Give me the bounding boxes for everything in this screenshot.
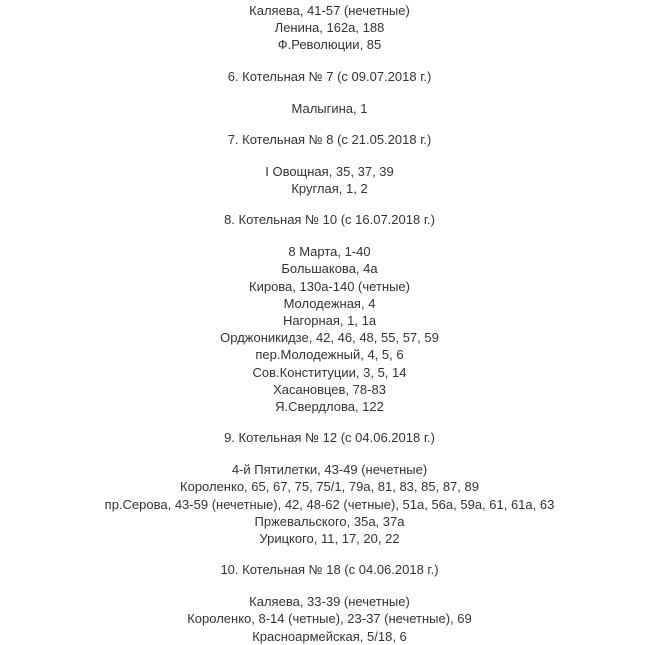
address-line: пр.Серова, 43-59 (нечетные), 42, 48-62 (четные), 51а, 56а, 59а, 61, 61а, 63 [104, 496, 555, 512]
address-line: Каляева, 41-57 (нечетные) [249, 3, 410, 18]
address-line: 4-й Пятилетки, 43-49 (нечетные) [231, 462, 428, 478]
address-line: Короленко, 65, 67, 75, 75/1, 79а, 81, 83, 85, 87, 89 [180, 479, 479, 495]
section-heading: 9. Котельная № 12 (с 04.06.2018 г.) [224, 430, 435, 446]
address-line: Я.Свердлова, 122 [275, 399, 384, 415]
address-line: Кирова, 130а-140 (четные) [249, 278, 410, 294]
section-heading: 10. Котельная № 18 (с 04.06.2018 г.) [220, 562, 439, 578]
address-line: Урицкого, 11, 17, 20, 22 [259, 531, 400, 547]
address-line: пер.Молодежный, 4, 5, 6 [255, 347, 404, 363]
address-line: Нагорная, 1, 1а [282, 313, 377, 329]
section-boiler-18 [0, 561, 659, 645]
address-line: Круглая, 1, 2 [291, 181, 368, 197]
address-line: Ф.Революции, 85 [277, 37, 382, 53]
intro-address-list [0, 2, 659, 54]
address-line: Каляева, 33-39 (нечетные) [249, 594, 410, 610]
address-line: Пржевальского, 35а, 37а [254, 513, 405, 529]
address-line: Ленина, 162а, 188 [274, 20, 385, 36]
address-line: Малыгина, 1 [291, 100, 368, 116]
address-line: Сов.Конституции, 3, 5, 14 [252, 364, 407, 380]
address-line: Короленко, 8-14 (четные), 23-37 (нечетные), 69 [187, 611, 472, 627]
address-line: Красноармейская, 5/18, 6 [252, 628, 407, 644]
section-boiler-8 [0, 131, 659, 197]
address-line: Орджоникидзе, 42, 46, 48, 55, 57, 59 [220, 330, 439, 346]
section-boiler-10 [0, 211, 659, 415]
address-line: 8 Марта, 1-40 [288, 244, 371, 260]
address-line: Хасановцев, 78-83 [273, 381, 386, 397]
address-line: Большакова, 4а [281, 261, 378, 277]
section-heading: 6. Котельная № 7 (с 09.07.2018 г.) [227, 68, 432, 84]
address-line: Молодежная, 4 [283, 295, 376, 311]
section-boiler-7 [0, 68, 659, 117]
section-boiler-12 [0, 429, 659, 547]
section-heading: 8. Котельная № 10 (с 16.07.2018 г.) [224, 212, 435, 228]
section-heading: 7. Котельная № 8 (с 21.05.2018 г.) [227, 131, 432, 147]
address-line: I Овощная, 35, 37, 39 [265, 163, 394, 179]
document [0, 2, 659, 644]
